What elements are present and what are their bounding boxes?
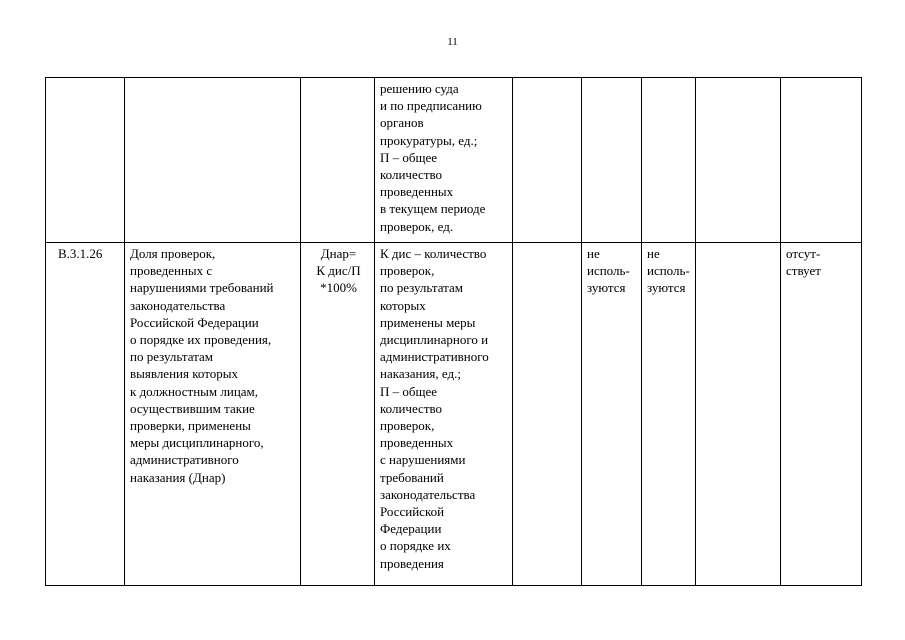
table-cell-name <box>125 243 301 586</box>
table-cell-col7 <box>642 78 696 243</box>
table-cell-col8 <box>696 78 781 243</box>
table-cell-col7 <box>642 243 696 586</box>
table-cell-col5 <box>513 243 582 586</box>
col6-text: не исполь- зуются <box>587 246 630 296</box>
table-cell-col5 <box>513 78 582 243</box>
indicator-name: Доля проверок, проведенных с нарушениями требований законодательства Российской Федерации о порядке их проведения, по результатам выявления которых к должностным лицам, осуществившим такие проверки, применены меры дисциплинарного, административного наказания (Днар) <box>130 246 274 485</box>
table-cell-code <box>46 78 125 243</box>
indicator-code: В.3.1.26 <box>58 246 103 261</box>
indicator-formula: Днар= К дис/П *100% <box>316 246 361 296</box>
table-row-continued <box>46 78 862 243</box>
table-cell-formula <box>301 243 375 586</box>
table-cell-definition <box>375 78 513 243</box>
page-number: 11 <box>447 36 458 48</box>
col7-text: не исполь- зуются <box>647 246 690 296</box>
table-row-indicator <box>46 243 862 586</box>
table-cell-col6 <box>582 78 642 243</box>
definition-text: решению суда и по предписанию органов прокуратуры, ед.; П – общее количество проведенных в текущем периоде проверок, ед. <box>380 81 486 234</box>
indicator-table <box>45 77 862 586</box>
col9-text: отсут- ствует <box>786 246 821 279</box>
table-cell-col8 <box>696 243 781 586</box>
table-cell-col6 <box>582 243 642 586</box>
table-cell-col9 <box>781 78 862 243</box>
table-cell-code <box>46 243 125 586</box>
table-cell-definition <box>375 243 513 586</box>
table-cell-formula <box>301 78 375 243</box>
table-cell-col9 <box>781 243 862 586</box>
definition-text: К дис – количество проверок, по результатам которых применены меры дисциплинарного и административного наказания, ед.; П – общее количество проверок, проведенных с нарушениями требований законодательства Российской Федерации о порядке их проведения <box>380 246 489 571</box>
table-cell-name <box>125 78 301 243</box>
